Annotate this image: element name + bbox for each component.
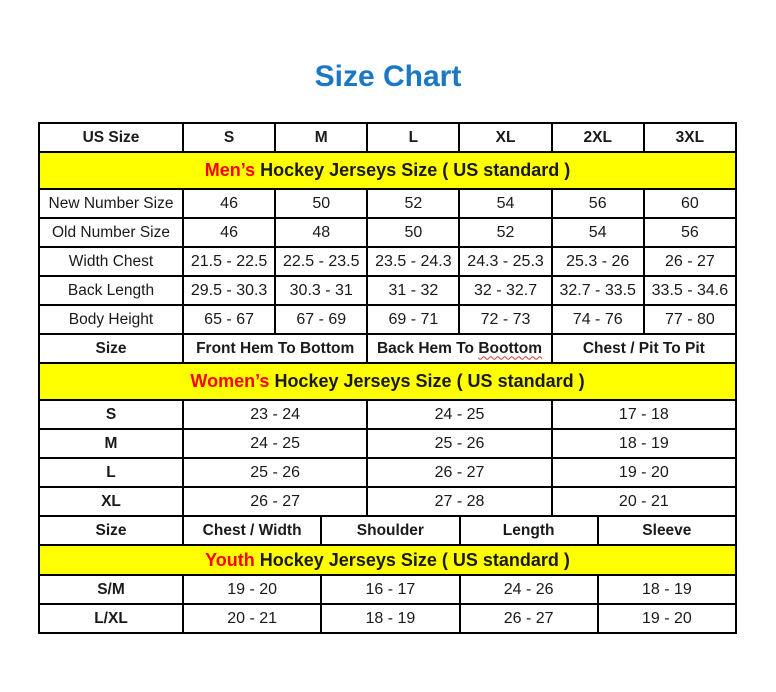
band-text: Hockey Jerseys Size ( US standard ): [255, 160, 571, 180]
size-value: 25 - 26: [183, 458, 367, 487]
youth-size-table: [38, 515, 737, 634]
table-row: [39, 487, 736, 516]
size-value: 32 - 32.7: [459, 276, 551, 305]
size-value: 27 - 28: [367, 487, 551, 516]
table-row: [39, 458, 736, 487]
size-value: 26 - 27: [644, 247, 736, 276]
size-value: 24 - 25: [367, 400, 551, 429]
size-value: 52: [367, 189, 459, 218]
size-value: 24.3 - 25.3: [459, 247, 551, 276]
size-value: 26 - 27: [460, 604, 598, 633]
band-highlight: Men’s: [204, 160, 256, 180]
section-band: [39, 545, 736, 575]
table-row: [39, 575, 736, 604]
row-label: New Number Size: [39, 189, 183, 218]
table-row: [39, 276, 736, 305]
size-value: 22.5 - 23.5: [275, 247, 367, 276]
column-header: 2XL: [552, 123, 644, 152]
size-value: 48: [275, 218, 367, 247]
size-value: 18 - 19: [552, 429, 736, 458]
size-value: 20 - 21: [552, 487, 736, 516]
section-band-row: [39, 363, 736, 400]
column-header: Chest / Width: [183, 516, 321, 545]
size-value: 69 - 71: [367, 305, 459, 334]
column-header: XL: [459, 123, 551, 152]
table-row: [39, 189, 736, 218]
size-value: 20 - 21: [183, 604, 321, 633]
section-band-row: [39, 545, 736, 575]
row-label: Width Chest: [39, 247, 183, 276]
table-row: [39, 247, 736, 276]
band-highlight: Youth: [205, 549, 255, 570]
page-title: Size Chart: [314, 60, 462, 93]
section-band: [39, 363, 736, 400]
column-header: Shoulder: [321, 516, 459, 545]
column-header: L: [367, 123, 459, 152]
size-value: 50: [367, 218, 459, 247]
row-label: L/XL: [39, 604, 183, 633]
size-value: 31 - 32: [367, 276, 459, 305]
header-row: [39, 123, 736, 152]
size-value: 65 - 67: [183, 305, 275, 334]
size-value: 54: [552, 218, 644, 247]
column-header: US Size: [39, 123, 183, 152]
size-value: 77 - 80: [644, 305, 736, 334]
size-value: 16 - 17: [321, 575, 459, 604]
section-band: [39, 152, 736, 189]
column-header: Size: [39, 334, 183, 363]
column-header: M: [275, 123, 367, 152]
size-value: 19 - 20: [552, 458, 736, 487]
table-row: [39, 429, 736, 458]
size-value: 19 - 20: [183, 575, 321, 604]
size-value: 50: [275, 189, 367, 218]
row-label: S/M: [39, 575, 183, 604]
header-row: [39, 516, 736, 545]
size-value: 29.5 - 30.3: [183, 276, 275, 305]
size-value: 26 - 27: [183, 487, 367, 516]
size-value: 74 - 76: [552, 305, 644, 334]
size-value: 46: [183, 218, 275, 247]
band-highlight: Women’s: [190, 371, 270, 391]
size-value: 46: [183, 189, 275, 218]
column-header: [367, 334, 551, 363]
row-label: XL: [39, 487, 183, 516]
row-label: L: [39, 458, 183, 487]
column-header: Front Hem To Bottom: [183, 334, 367, 363]
band-text: Hockey Jerseys Size ( US standard ): [269, 371, 585, 391]
column-header: Size: [39, 516, 183, 545]
size-value: 56: [644, 218, 736, 247]
column-header: Chest / Pit To Pit: [552, 334, 736, 363]
size-value: 33.5 - 34.6: [644, 276, 736, 305]
size-value: 30.3 - 31: [275, 276, 367, 305]
table-row: [39, 604, 736, 633]
size-value: 18 - 19: [321, 604, 459, 633]
size-value: 21.5 - 22.5: [183, 247, 275, 276]
size-value: 60: [644, 189, 736, 218]
header-row: [39, 334, 736, 363]
row-label: Body Height: [39, 305, 183, 334]
size-value: 25 - 26: [367, 429, 551, 458]
row-label: Back Length: [39, 276, 183, 305]
size-value: 25.3 - 26: [552, 247, 644, 276]
size-value: 54: [459, 189, 551, 218]
size-value: 19 - 20: [598, 604, 736, 633]
section-band-row: [39, 152, 736, 189]
row-label: Old Number Size: [39, 218, 183, 247]
size-value: 24 - 26: [460, 575, 598, 604]
table-row: [39, 400, 736, 429]
size-value: 23 - 24: [183, 400, 367, 429]
size-value: 32.7 - 33.5: [552, 276, 644, 305]
size-value: 18 - 19: [598, 575, 736, 604]
misspelled-word: Boottom: [478, 339, 543, 357]
column-header-text: Back Hem To: [376, 339, 479, 357]
size-value: 23.5 - 24.3: [367, 247, 459, 276]
size-chart: [38, 122, 737, 634]
row-label: S: [39, 400, 183, 429]
size-value: 67 - 69: [275, 305, 367, 334]
column-header: S: [183, 123, 275, 152]
womens-size-table: [38, 333, 737, 517]
table-row: [39, 305, 736, 334]
size-value: 24 - 25: [183, 429, 367, 458]
mens-size-table: [38, 122, 737, 335]
size-value: 72 - 73: [459, 305, 551, 334]
column-header: Sleeve: [598, 516, 736, 545]
size-value: 56: [552, 189, 644, 218]
table-row: [39, 218, 736, 247]
size-value: 26 - 27: [367, 458, 551, 487]
row-label: M: [39, 429, 183, 458]
size-value: 17 - 18: [552, 400, 736, 429]
size-value: 52: [459, 218, 551, 247]
column-header: Length: [460, 516, 598, 545]
band-text: Hockey Jerseys Size ( US standard ): [254, 549, 570, 570]
column-header: 3XL: [644, 123, 736, 152]
